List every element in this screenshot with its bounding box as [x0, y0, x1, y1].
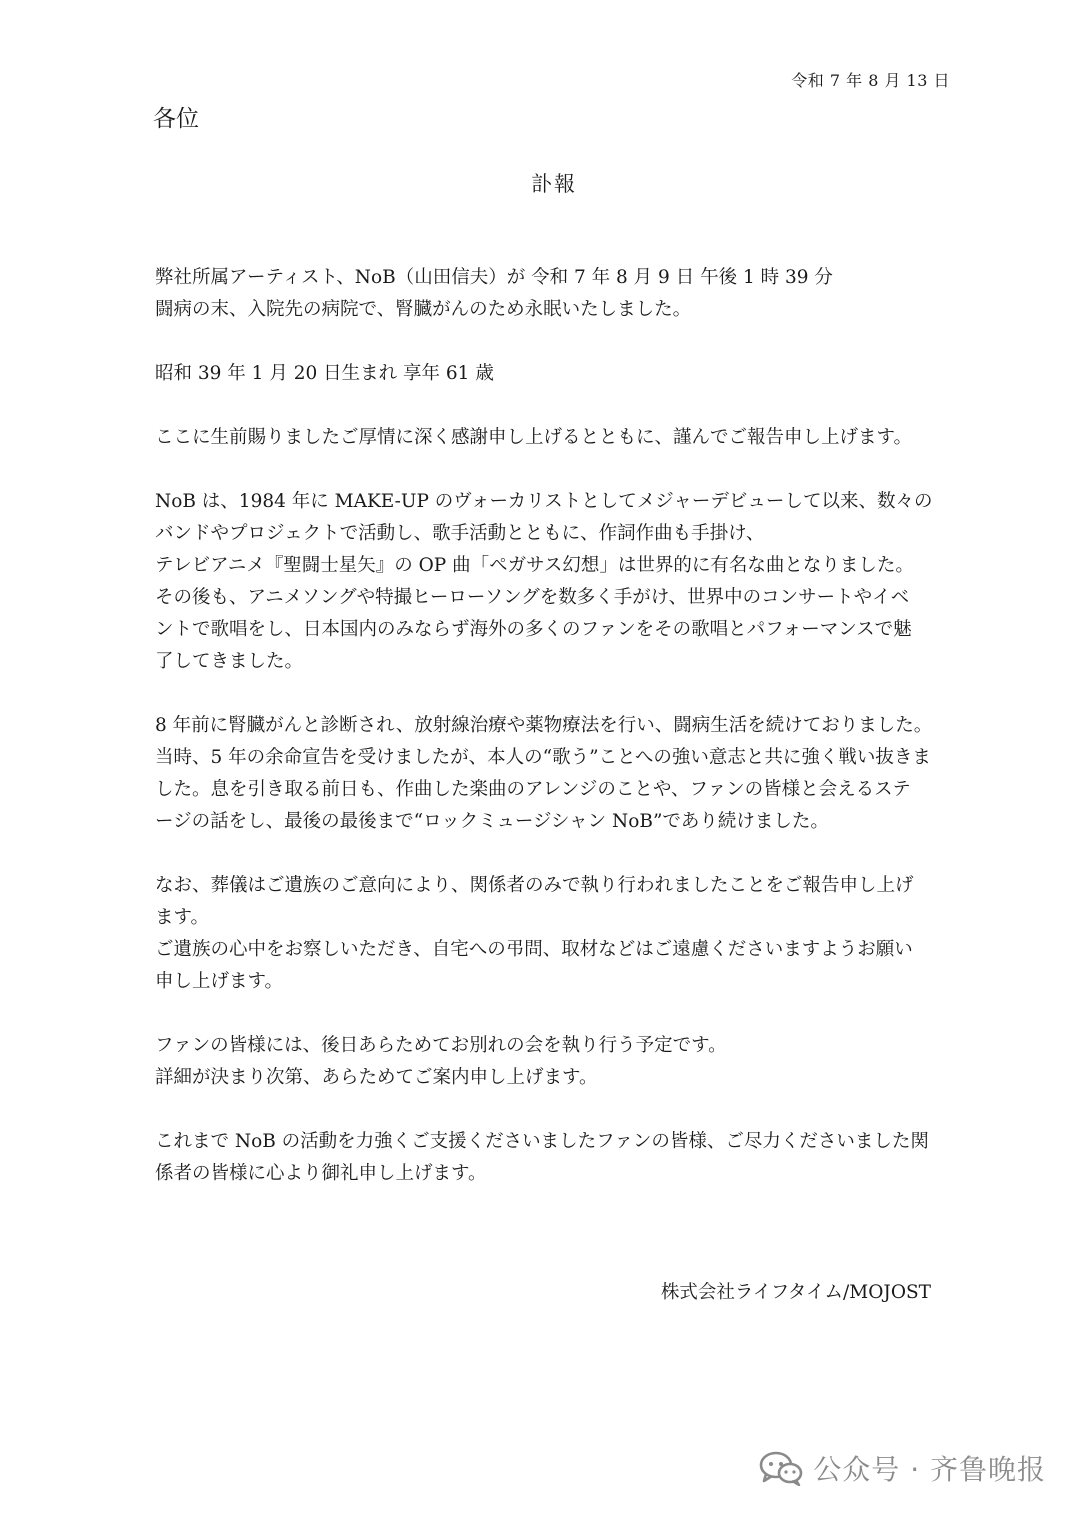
text-line: 8 年前に腎臓がんと診断され、放射線治療や薬物療法を行い、闘病生活を続けておりました。 [155, 715, 933, 736]
signature: 株式会社ライフタイム/MOJOST [660, 1282, 931, 1303]
paragraph [155, 1030, 955, 1094]
text-line: これまで NoB の活動を力強くご支援くださいましたファンの皆様、ご尽力くださいました関 [155, 1131, 929, 1152]
text-line: なお、葬儀はご遺族のご意向により、関係者のみで執り行われましたことをご報告申し上げ [155, 875, 914, 896]
paragraph [155, 358, 955, 390]
text-line: 了してきました。 [155, 651, 304, 672]
text-line: その後も、アニメソングや特撮ヒーローソングを数多く手がけ、世界中のコンサートやイベ [155, 587, 910, 608]
document-title: 訃報 [531, 172, 577, 196]
paragraph [155, 486, 955, 678]
text-line: 当時、5 年の余命宣告を受けましたが、本人の“歌う”ことへの強い意志と共に強く戦い抜きま [155, 747, 931, 768]
text-line: 詳細が決まり次第、あらためてご案内申し上げます。 [155, 1067, 598, 1088]
paragraph [155, 710, 955, 838]
text-line: 弊社所属アーティスト、NoB（山田信夫）が 令和 7 年 8 月 9 日 午後 1 時 39 分 [155, 267, 833, 288]
text-line: 昭和 39 年 1 月 20 日生まれ 享年 61 歳 [155, 363, 494, 384]
text-line: テレビアニメ『聖闘士星矢』の OP 曲「ペガサス幻想」は世界的に有名な曲となりました。 [155, 555, 914, 576]
text-line: ントで歌唱をし、日本国内のみならず海外の多くのファンをその歌唱とパフォーマンスで魅 [155, 619, 912, 640]
paragraph [155, 262, 955, 326]
paragraph [155, 870, 955, 998]
watermark [759, 1448, 1046, 1488]
text-line: ます。 [155, 907, 210, 928]
text-line: した。息を引き取る前日も、作曲した楽曲のアレンジのことや、ファンの皆様と会えるステ [155, 779, 911, 800]
text-line: 闘病の末、入院先の病院で、腎臓がんのため永眠いたしました。 [155, 299, 692, 320]
paragraph [155, 1126, 955, 1190]
wechat-icon [759, 1450, 803, 1486]
watermark-text: 公众号 · 齐鲁晚报 [813, 1453, 1046, 1486]
text-line: ージの話をし、最後の最後まで“ロックミュージシャン NoB”であり続けました。 [155, 811, 829, 832]
text-line: バンドやプロジェクトで活動し、歌手活動とともに、作詞作曲も手掛け、 [155, 523, 765, 544]
paragraph [155, 422, 955, 454]
text-line: ご遺族の心中をお察しいただき、自宅への弔問、取材などはご遠慮くださいますようお願い [155, 939, 913, 960]
document-body [155, 262, 955, 1222]
text-line: ファンの皆様には、後日あらためてお別れの会を執り行う予定です。 [155, 1035, 727, 1056]
text-line: 申し上げます。 [155, 971, 284, 992]
text-line: ここに生前賜りましたご厚情に深く感謝申し上げるとともに、謹んでご報告申し上げます。 [155, 427, 913, 448]
document-date: 令和 7 年 8 月 13 日 [791, 71, 950, 90]
addressee: 各位 [153, 106, 199, 132]
text-line: NoB は、1984 年に MAKE-UP のヴォーカリストとしてメジャーデビューして以来、数々の [155, 491, 933, 512]
text-line: 係者の皆様に心より御礼申し上げます。 [155, 1163, 487, 1184]
